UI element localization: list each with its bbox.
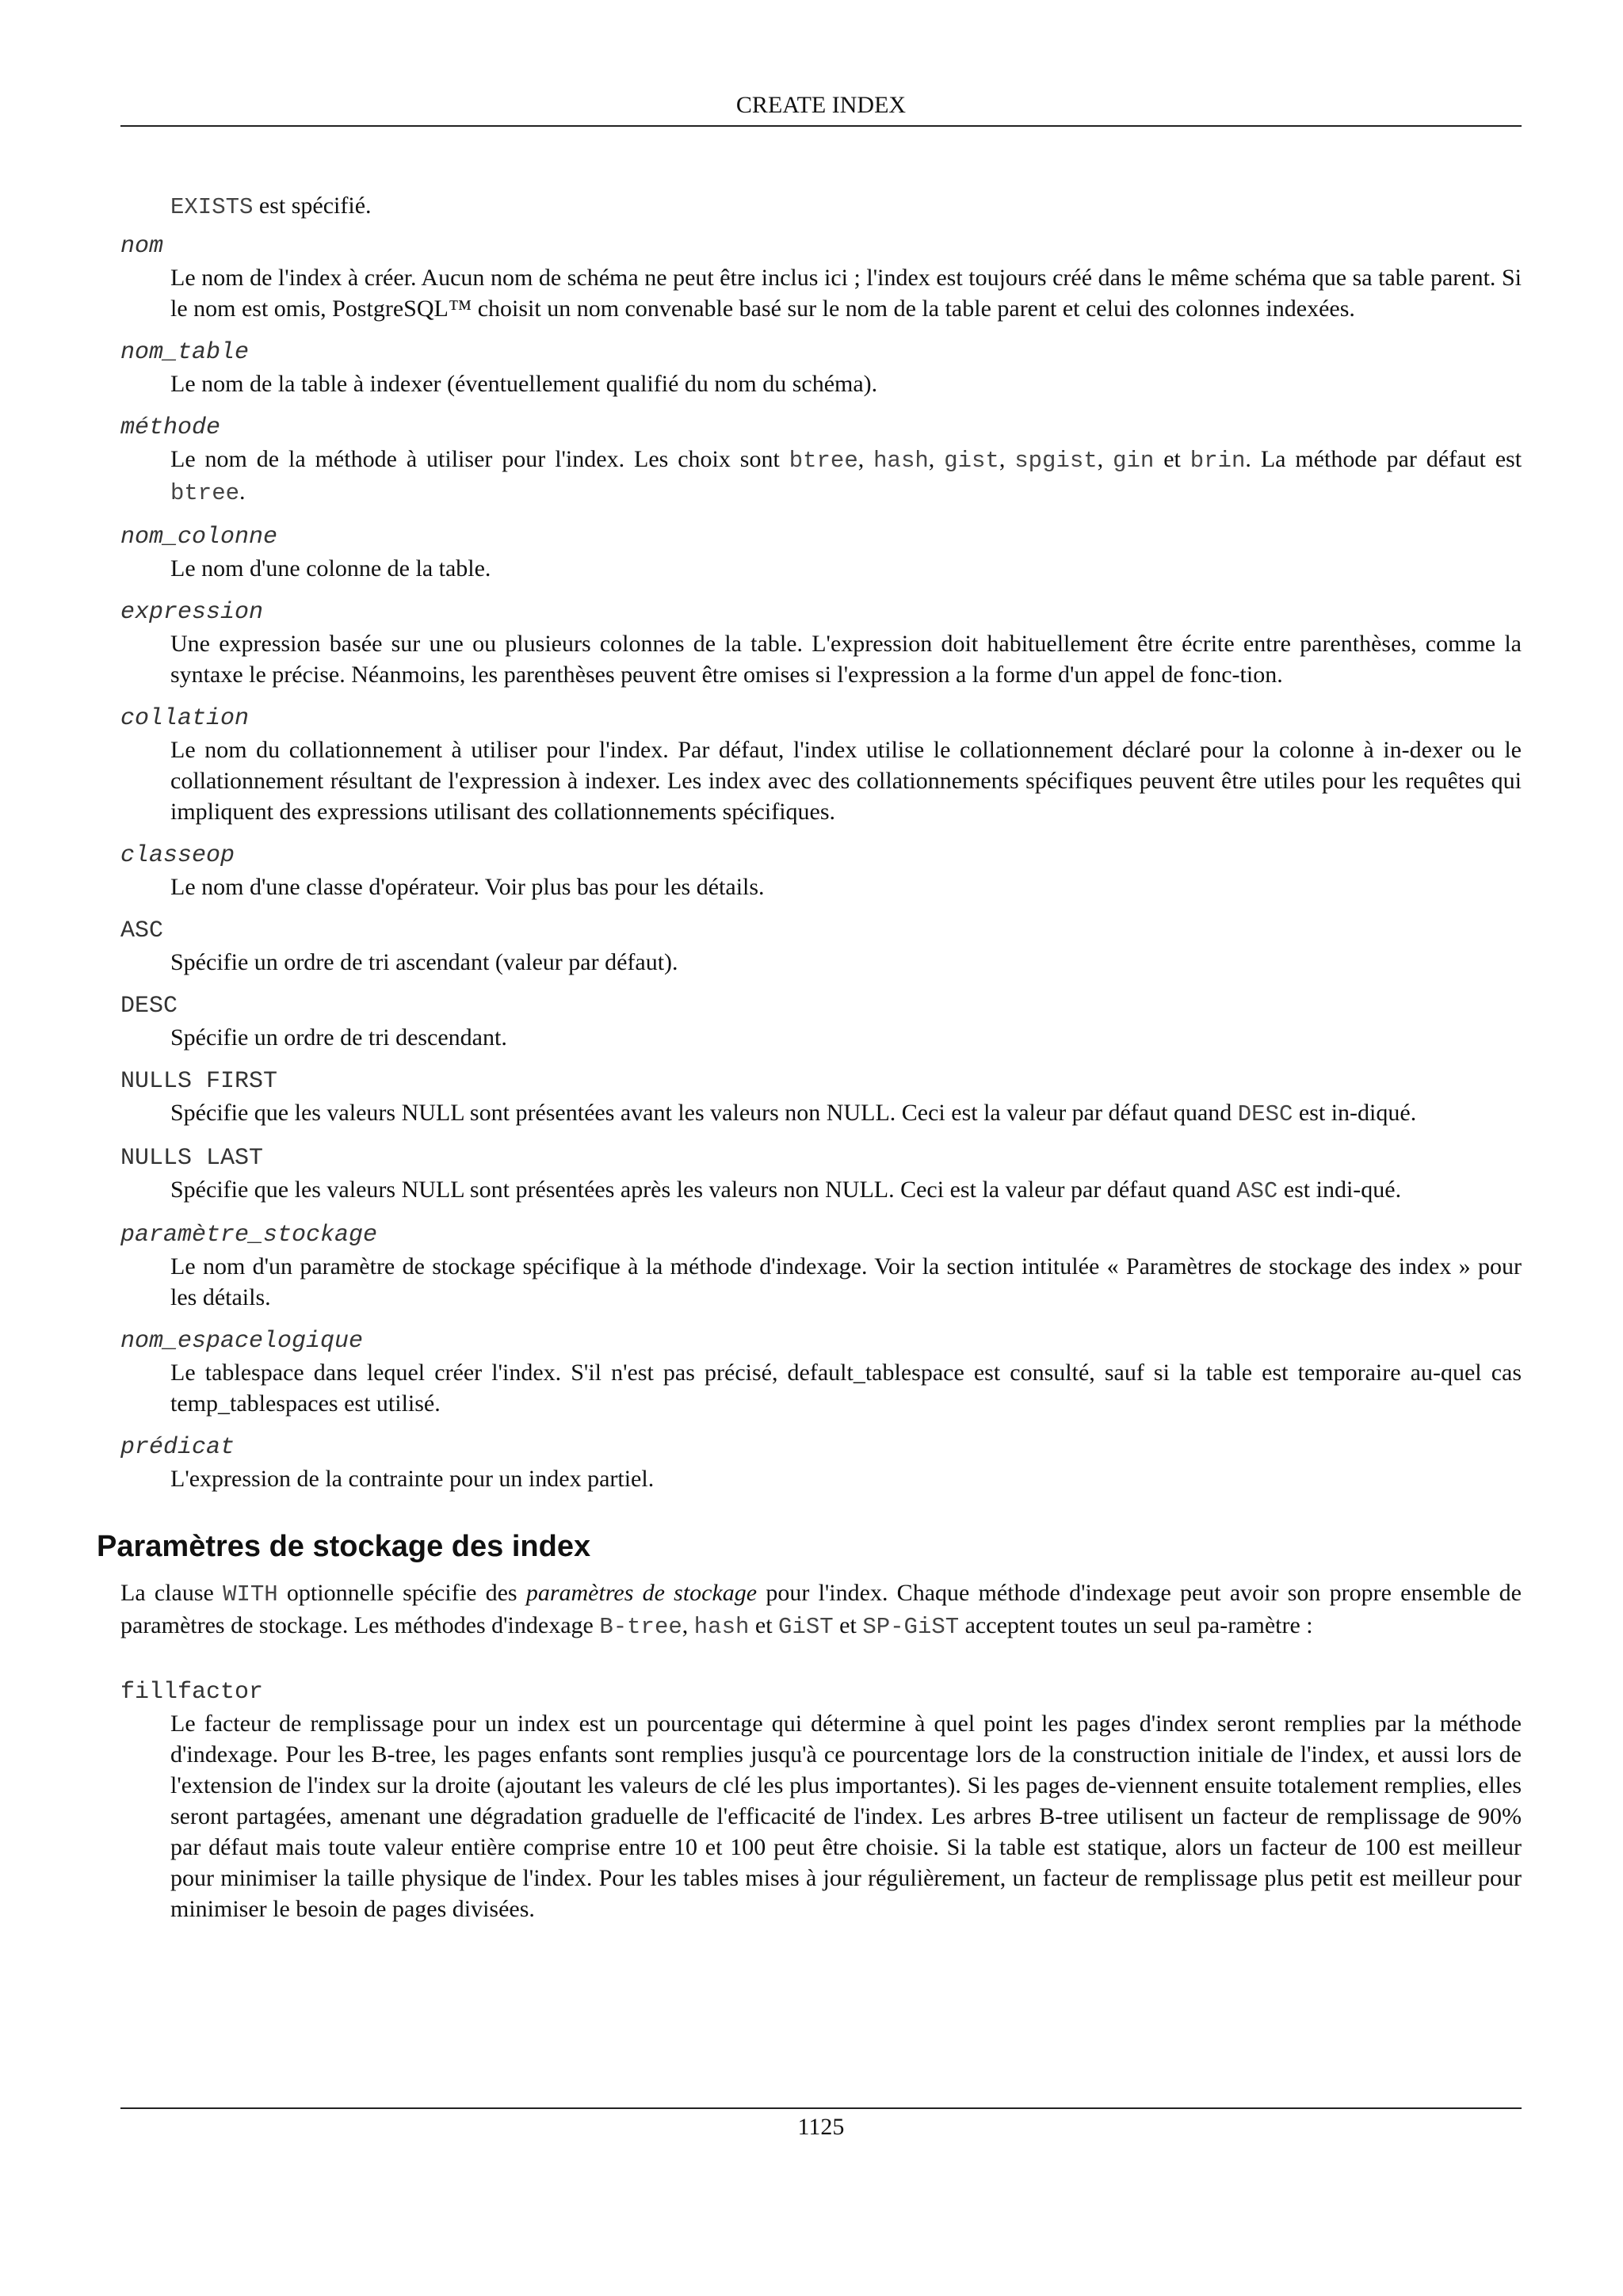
code-run: hash xyxy=(693,1614,750,1640)
param-entry xyxy=(120,841,1522,902)
param-definition: Le nom du collationnement à utiliser pour l'index. Par défaut, l'index utilise le collationnement déclaré pour la colonne à in-dexer ou le collationnement résultant de l'expression à indexer. Les index avec des collationnements spécifiques peuvent être utiles pour les requêtes qui impliquent des expressions utilisant des collationnements spécifiques. xyxy=(170,737,1522,825)
param-entry xyxy=(120,1326,1522,1419)
text-run: acceptent toutes un seul pa-ramètre : xyxy=(959,1612,1313,1638)
running-header: CREATE INDEX xyxy=(120,92,1522,127)
text-run: est indi-qué. xyxy=(1277,1177,1402,1203)
code-run: GiST xyxy=(778,1614,834,1640)
param-definition: L'expression de la contrainte pour un index partiel. xyxy=(170,1466,655,1492)
param-definition: Le nom d'un paramètre de stockage spécifique à la méthode d'indexage. Voir la section intitulée « Paramètres de stockage des index » pour les détails. xyxy=(170,1253,1522,1310)
text-run: Spécifie que les valeurs NULL sont présentées après les valeurs non NULL. Ceci est la valeur par défaut quand xyxy=(170,1177,1237,1203)
intro-code: EXISTS xyxy=(170,194,254,220)
param-definition xyxy=(170,1097,1522,1130)
param-term: prédicat xyxy=(120,1434,235,1461)
section-heading: Paramètres de stockage des index xyxy=(97,1530,591,1563)
param-definition xyxy=(170,444,1522,509)
text-run: pour l'index. Chaque méthode d'indexage peut avoir son propre ensemble de paramètres de stockage. Les méthodes d'indexage xyxy=(120,1580,1522,1638)
intro-text: est spécifié. xyxy=(253,193,372,219)
param-term: nom xyxy=(120,233,164,260)
text-run: optionnelle spécifie des xyxy=(277,1580,526,1606)
emphasis-run: paramètres de stockage xyxy=(525,1580,758,1606)
param-entry xyxy=(120,231,1522,324)
param-entry xyxy=(120,1143,1522,1207)
param-entry xyxy=(120,1066,1522,1130)
code-run: ASC xyxy=(1236,1178,1278,1204)
code-run: B-tree xyxy=(599,1614,682,1640)
code-run: spgist xyxy=(1014,448,1098,474)
text-run: , xyxy=(928,446,945,472)
text-run: Spécifie que les valeurs NULL sont présentées avant les valeurs non NULL. Ceci est la valeur par défaut quand xyxy=(170,1100,1238,1126)
param-definition xyxy=(170,1174,1522,1207)
param-term: nom_table xyxy=(120,339,250,366)
param-definition: Le nom d'une colonne de la table. xyxy=(170,555,491,582)
param-definition: Le nom de la table à indexer (éventuellement qualifié du nom du schéma). xyxy=(170,371,878,397)
code-run: WITH xyxy=(223,1581,278,1608)
code-run: btree xyxy=(170,480,240,506)
text-run: , xyxy=(1097,446,1113,472)
text-run: Le nom de la méthode à utiliser pour l'index. Les choix sont xyxy=(170,446,789,472)
code-run: SP-GiST xyxy=(862,1614,960,1640)
param-definition: Le tablespace dans lequel créer l'index. S'il n'est pas précisé, default_tablespace est consulté, sauf si la table est temporaire au-quel cas temp_tablespaces est utilisé. xyxy=(170,1360,1522,1417)
param-definition: Spécifie un ordre de tri descendant. xyxy=(170,1024,507,1051)
intro-line xyxy=(170,190,1522,223)
param-term: méthode xyxy=(120,414,221,441)
param-term: paramètre_stockage xyxy=(120,1222,378,1249)
param-term: classeop xyxy=(120,842,235,869)
text-run: et xyxy=(833,1612,863,1638)
param-entry xyxy=(120,704,1522,827)
code-run: DESC xyxy=(1237,1101,1293,1127)
code-run: hash xyxy=(873,448,929,474)
param-term: NULLS LAST xyxy=(120,1145,264,1172)
param-entry xyxy=(120,413,1522,509)
param-definition: Le facteur de remplissage pour un index est un pourcentage qui détermine à quel point les pages d'index seront remplies par la méthode d'indexage. Pour les B-tree, les pages enfants sont remplies jusqu'à ce pourcentage lors de la construction initiale de l'index, et aussi lors de l'extension de l'index sur la droite (ajoutant les valeurs de clé les plus importantes). Si les pages de-viennent ensuite totalement remplies, elles seront partagées, amenant une dégradation graduelle de l'efficacité de l'index. Les arbres B-tree utilisent un facteur de remplissage de 90% par défaut mais toute valeur entière comprise entre 10 et 100 peut être choisie. Si la table est statique, alors un facteur de 100 est meilleur pour minimiser la taille physique de l'index. Pour les tables mises à jour régulièrement, un facteur de remplissage plus petit est meilleur pour minimiser le besoin de pages divisées. xyxy=(170,1711,1522,1922)
text-run: , xyxy=(857,446,874,472)
param-entry xyxy=(120,916,1522,978)
param-term: collation xyxy=(120,705,250,732)
text-run: est in-diqué. xyxy=(1293,1100,1417,1126)
param-term: ASC xyxy=(120,917,164,944)
page-number: 1125 xyxy=(120,2107,1522,2141)
param-term: nom_espacelogique xyxy=(120,1328,364,1355)
param-term: nom_colonne xyxy=(120,524,278,551)
param-definition: Une expression basée sur une ou plusieurs colonnes de la table. L'expression doit habituellement être écrite entre parenthèses, comme la syntaxe le précise. Néanmoins, les parenthèses peuvent être omises si l'expression a la forme d'un appel de fonc-tion. xyxy=(170,631,1522,688)
param-entry xyxy=(120,1220,1522,1313)
text-run: . La méthode par défaut est xyxy=(1245,446,1522,472)
code-run: gin xyxy=(1113,448,1155,474)
code-run: gist xyxy=(944,448,999,474)
param-entry xyxy=(120,991,1522,1053)
param-term: DESC xyxy=(120,993,178,1020)
code-run: brin xyxy=(1190,448,1246,474)
param-definition: Le nom de l'index à créer. Aucun nom de schéma ne peut être inclus ici ; l'index est toujours créé dans le même schéma que sa table parent. Si le nom est omis, PostgreSQL™ choisit un nom convenable basé sur le nom de la table parent et celui des colonnes indexées. xyxy=(170,265,1522,322)
param-entry xyxy=(120,338,1522,399)
text-run: . xyxy=(239,479,246,505)
text-run: et xyxy=(1154,446,1190,472)
param-term: fillfactor xyxy=(120,1679,264,1706)
param-definition: Le nom d'une classe d'opérateur. Voir plus bas pour les détails. xyxy=(170,874,765,900)
param-entry xyxy=(120,1432,1522,1494)
param-entry xyxy=(120,597,1522,690)
section-paragraph xyxy=(120,1577,1522,1642)
param-term: expression xyxy=(120,599,264,626)
page-content xyxy=(97,190,1522,1938)
param-definition: Spécifie un ordre de tri ascendant (valeur par défaut). xyxy=(170,949,678,975)
param-term: NULLS FIRST xyxy=(120,1068,278,1095)
param-entry xyxy=(120,1677,1522,1924)
text-run: La clause xyxy=(120,1580,223,1606)
param-entry xyxy=(120,522,1522,584)
text-run: , xyxy=(682,1612,694,1638)
text-run: et xyxy=(749,1612,779,1638)
text-run: , xyxy=(999,446,1015,472)
code-run: btree xyxy=(789,448,858,474)
